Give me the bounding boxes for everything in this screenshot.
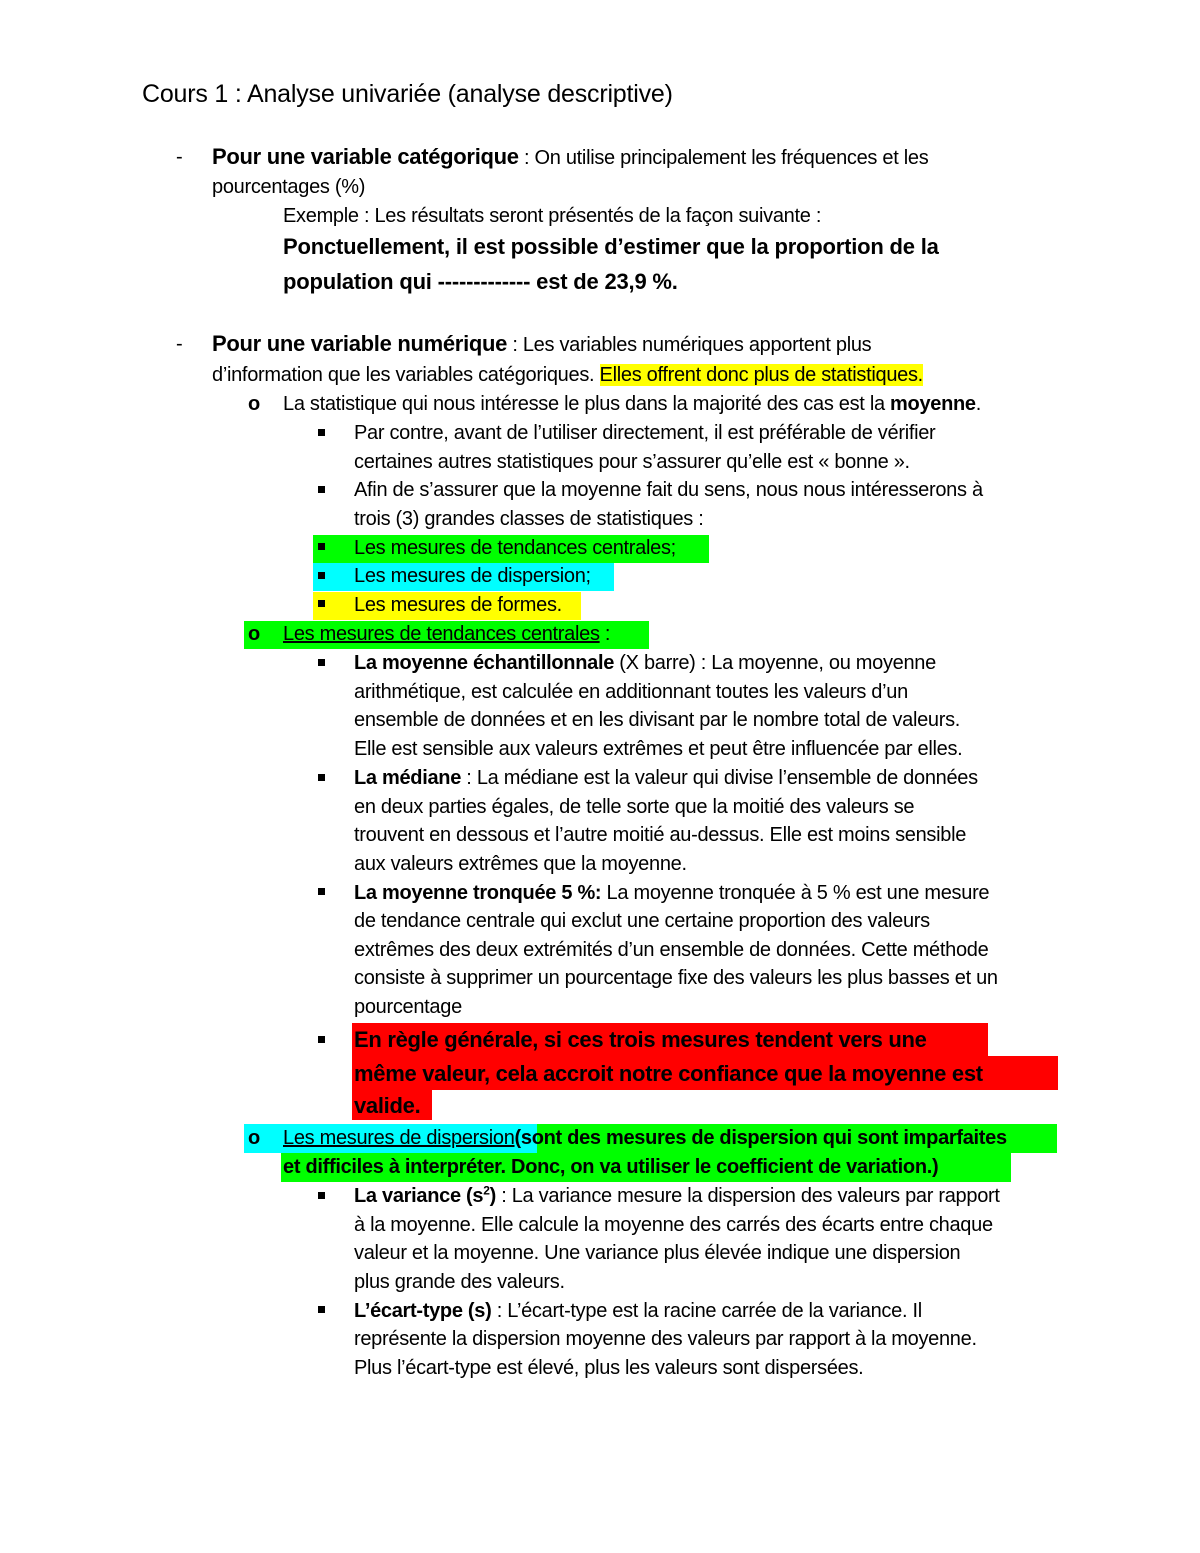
dash-bullet: - — [176, 333, 183, 355]
example-label: Exemple : Les résultats seront présentés de la façon suivante : — [283, 205, 822, 227]
variance-line-4: plus grande des valeurs. — [354, 1271, 565, 1293]
variance-superscript: 2 — [483, 1183, 490, 1198]
circle-bullet: o — [248, 1127, 261, 1149]
sd-line-2: représente la dispersion moyenne des valeurs par rapport à la moyenne. — [354, 1328, 977, 1350]
square-bullet — [318, 774, 325, 781]
bullet1-line-2: certaines autres statistiques pour s’assurer qu’elle est « bonne ». — [354, 451, 910, 473]
categorical-heading: Pour une variable catégorique — [212, 144, 519, 169]
square-bullet — [318, 659, 325, 666]
categorical-line-1 — [212, 143, 928, 172]
mean-label: La moyenne échantillonnale — [354, 652, 615, 674]
rule-line-2: même valeur, cela accroit notre confiance que la moyenne est — [354, 1061, 983, 1086]
class-formes: Les mesures de formes. — [354, 594, 562, 616]
mean-end: . — [975, 393, 982, 415]
square-bullet — [318, 1192, 325, 1199]
mean-line-1 — [354, 649, 936, 677]
numeric-line-2 — [212, 361, 923, 389]
class-central: Les mesures de tendances centrales; — [354, 537, 676, 559]
variance-line-1 — [354, 1182, 1000, 1210]
variance-line-2: à la moyenne. Elle calcule la moyenne des carrés des écarts entre chaque — [354, 1214, 993, 1236]
variance-label-end: ) — [489, 1185, 496, 1207]
example-line-2: population qui ------------- est de 23,9 %. — [283, 269, 678, 294]
numeric-text: : Les variables numériques apportent plus — [507, 334, 872, 356]
bullet1-line-1: Par contre, avant de l’utiliser directement, il est préférable de vérifier — [354, 422, 936, 444]
mean-line-2: arithmétique, est calculée en additionnant toutes les valeurs d’un — [354, 681, 908, 703]
page-title: Cours 1 : Analyse univariée (analyse descriptive) — [142, 80, 673, 108]
sd-label: L’écart-type (s) — [354, 1300, 492, 1322]
trimmed-line-4: consiste à supprimer un pourcentage fixe des valeurs les plus basses et un — [354, 967, 998, 989]
sd-text-1: : L’écart-type est la racine carrée de la variance. Il — [491, 1300, 922, 1322]
mean-line-4: Elle est sensible aux valeurs extrêmes et peut être influencée par elles. — [354, 738, 963, 760]
dash-bullet: - — [176, 146, 183, 168]
median-line-4: aux valeurs extrêmes que la moyenne. — [354, 853, 687, 875]
mean-interest-text: La statistique qui nous intéresse le plus dans la majorité des cas est la — [283, 393, 891, 415]
dispersion-note-1: (sont des mesures de dispersion qui sont imparfaites — [514, 1127, 1007, 1149]
class-dispersion: Les mesures de dispersion; — [354, 565, 591, 587]
median-line-3: trouvent en dessous et l’autre moitié au-dessus. Elle est moins sensible — [354, 824, 967, 846]
trimmed-line-2: de tendance centrale qui exclut une certaine proportion des valeurs — [354, 910, 930, 932]
bullet2-line-2: trois (3) grandes classes de statistiques : — [354, 508, 704, 530]
square-bullet — [318, 1036, 325, 1043]
square-bullet — [318, 572, 325, 579]
circle-bullet: o — [248, 623, 261, 645]
numeric-highlight: Elles offrent donc plus de statistiques. — [599, 364, 923, 386]
categorical-line-2: pourcentages (%) — [212, 176, 366, 198]
circle-bullet: o — [248, 393, 261, 415]
trimmed-text-1: La moyenne tronquée à 5 % est une mesure — [601, 882, 990, 904]
mean-text-1: (X barre) : La moyenne, ou moyenne — [614, 652, 936, 674]
square-bullet — [318, 429, 325, 436]
dispersion-note-2: et difficiles à interpréter. Donc, on va utiliser le coefficient de variation.) — [283, 1156, 939, 1178]
variance-line-3: valeur et la moyenne. Une variance plus élevée indique une dispersion — [354, 1242, 961, 1264]
central-heading: Les mesures de tendances centrales — [283, 623, 600, 645]
sd-line-3: Plus l’écart-type est élevé, plus les valeurs sont dispersées. — [354, 1357, 864, 1379]
median-line-1 — [354, 764, 978, 792]
square-bullet — [318, 888, 325, 895]
example-line-1: Ponctuellement, il est possible d’estimer que la proportion de la — [283, 234, 939, 259]
bullet2-line-1: Afin de s’assurer que la moyenne fait du sens, nous nous intéresserons à — [354, 479, 983, 501]
numeric-heading: Pour une variable numérique — [212, 331, 508, 356]
mean-bold: moyenne — [890, 393, 976, 415]
variance-label — [354, 1185, 496, 1207]
mean-interest-line — [283, 390, 981, 418]
dispersion-heading: Les mesures de dispersion — [283, 1127, 515, 1149]
trimmed-line-1 — [354, 879, 989, 907]
trimmed-label: La moyenne tronquée 5 %: — [354, 882, 602, 904]
numeric-line-1 — [212, 330, 871, 359]
sd-line-1 — [354, 1297, 922, 1325]
square-bullet — [318, 1306, 325, 1313]
rule-line-1: En règle générale, si ces trois mesures tendent vers une — [354, 1027, 927, 1052]
trimmed-line-5: pourcentage — [354, 996, 462, 1018]
trimmed-line-3: extrêmes des deux extrémités d’un ensemble de données. Cette méthode — [354, 939, 989, 961]
square-bullet — [318, 543, 325, 550]
numeric-text-2: d’information que les variables catégoriques. — [212, 364, 600, 386]
mean-line-3: ensemble de données et en les divisant par le nombre total de valeurs. — [354, 709, 961, 731]
square-bullet — [318, 486, 325, 493]
rule-line-3: valide. — [354, 1093, 421, 1118]
median-label: La médiane — [354, 767, 462, 789]
central-heading-end: : — [599, 623, 611, 645]
median-text-1: : La médiane est la valeur qui divise l’ensemble de données — [461, 767, 978, 789]
central-heading-line — [283, 620, 610, 648]
variance-label-text: La variance (s — [354, 1185, 484, 1207]
square-bullet — [318, 600, 325, 607]
dispersion-heading-line — [283, 1124, 1007, 1152]
categorical-text: : On utilise principalement les fréquences et les — [518, 147, 929, 169]
median-line-2: en deux parties égales, de telle sorte que la moitié des valeurs se — [354, 796, 915, 818]
variance-text-1: : La variance mesure la dispersion des valeurs par rapport — [495, 1185, 1000, 1207]
